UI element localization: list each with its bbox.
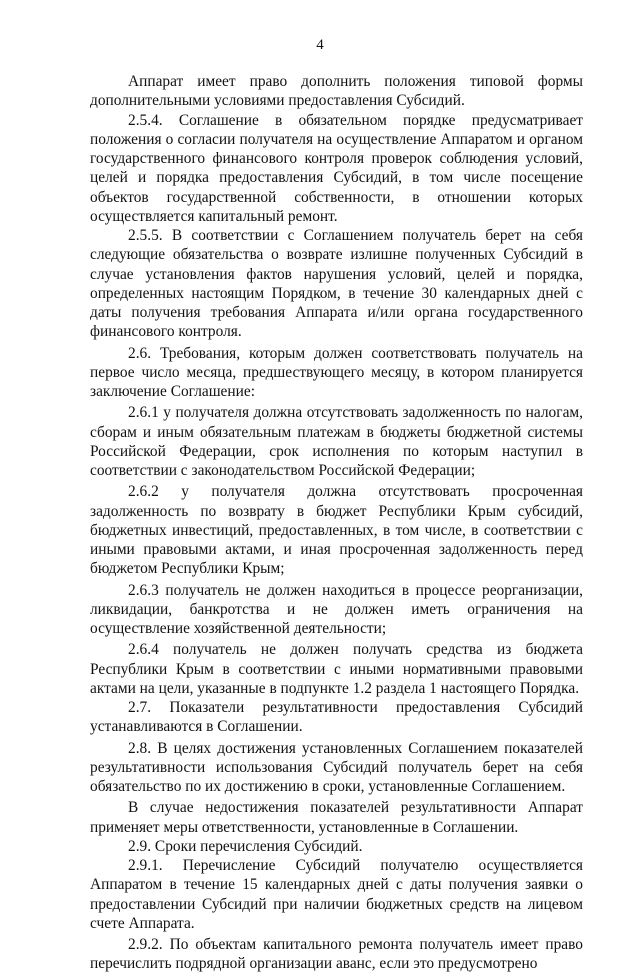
document-body <box>90 72 583 974</box>
paragraph-2-6: 2.6. Требования, которым должен соответствовать получатель на первое число месяца, предшествующего месяцу, в котором планируется заключение Соглашение: <box>90 344 583 400</box>
paragraph-2-9-1: 2.9.1. Перечисление Субсидий получателю осуществляется Аппаратом в течение 15 календарных дней с даты получения заявки о предоставлении Субсидий при наличии бюджетных средств на лицевом счете Аппарата. <box>90 857 583 932</box>
paragraph-2-9-2: 2.9.2. По объектам капитального ремонта получатель имеет право перечислить подрядной организации аванс, если это предусмотрено <box>90 936 583 973</box>
paragraph-2-9: 2.9. Сроки перечисления Субсидий. <box>128 837 363 855</box>
paragraph-2-6-3: 2.6.3 получатель не должен находиться в процессе реорганизации, ликвидации, банкротства и не должен иметь ограничения на осуществление хозяйственной деятельности; <box>90 581 583 637</box>
paragraph-intro: Аппарат имеет право дополнить положения типовой формы дополнительными условиями предоставления Субсидий. <box>90 73 583 110</box>
paragraph-2-5-5: 2.5.5. В соответствии с Соглашением получатель берет на себя следующие обязательства о возврате излишне полученных Субсидий в случае установления фактов нарушения условий, целей и порядка, определенных настоящим Порядком, в течение 30 календарных дней с даты получения требования Аппарата и/или органа государственного финансового контроля. <box>90 227 583 341</box>
page-number: 4 <box>316 37 324 53</box>
paragraph-results-responsibility: В случае недостижения показателей результативности Аппарат применяет меры ответственности, установленные в Соглашении. <box>90 799 583 836</box>
paragraph-2-6-1: 2.6.1 у получателя должна отсутствовать задолженность по налогам, сборам и иным обязательным платежам в бюджеты бюджетной системы Российской Федерации, срок исполнения по которым наступил в соответствии с законодательством Российской Федерации; <box>90 404 583 479</box>
paragraph-2-5-4: 2.5.4. Соглашение в обязательном порядке предусматривает положения о согласии получателя на осуществление Аппаратом и органом государственного финансового контроля проверок соблюдения условий, целей и порядка предоставления Субсидий, в том числе посещение объектов государственной собственности, в отношении которых осуществляется капитальный ремонт. <box>90 111 583 225</box>
paragraph-2-8: 2.8. В целях достижения установленных Соглашением показателей результативности использования Субсидий получатель берет на себя обязательство по их достижению в сроки, установленные Соглашением. <box>90 739 583 795</box>
paragraph-2-6-4: 2.6.4 получатель не должен получать средства из бюджета Республики Крым в соответствии с иными нормативными правовыми актами на цели, указанные в подпункте 1.2 раздела 1 настоящего Порядка. <box>90 641 583 697</box>
paragraph-2-7: 2.7. Показатели результативности предоставления Субсидий устанавливаются в Соглашении. <box>90 699 583 736</box>
paragraph-2-6-2: 2.6.2 у получателя должна отсутствовать просроченная задолженность по возврату в бюджет Республики Крым субсидий, бюджетных инвестиций, предоставленных, в том числе, в соответствии с иными правовыми актами, и иная просроченная задолженность перед бюджетом Республики Крым; <box>90 483 583 578</box>
